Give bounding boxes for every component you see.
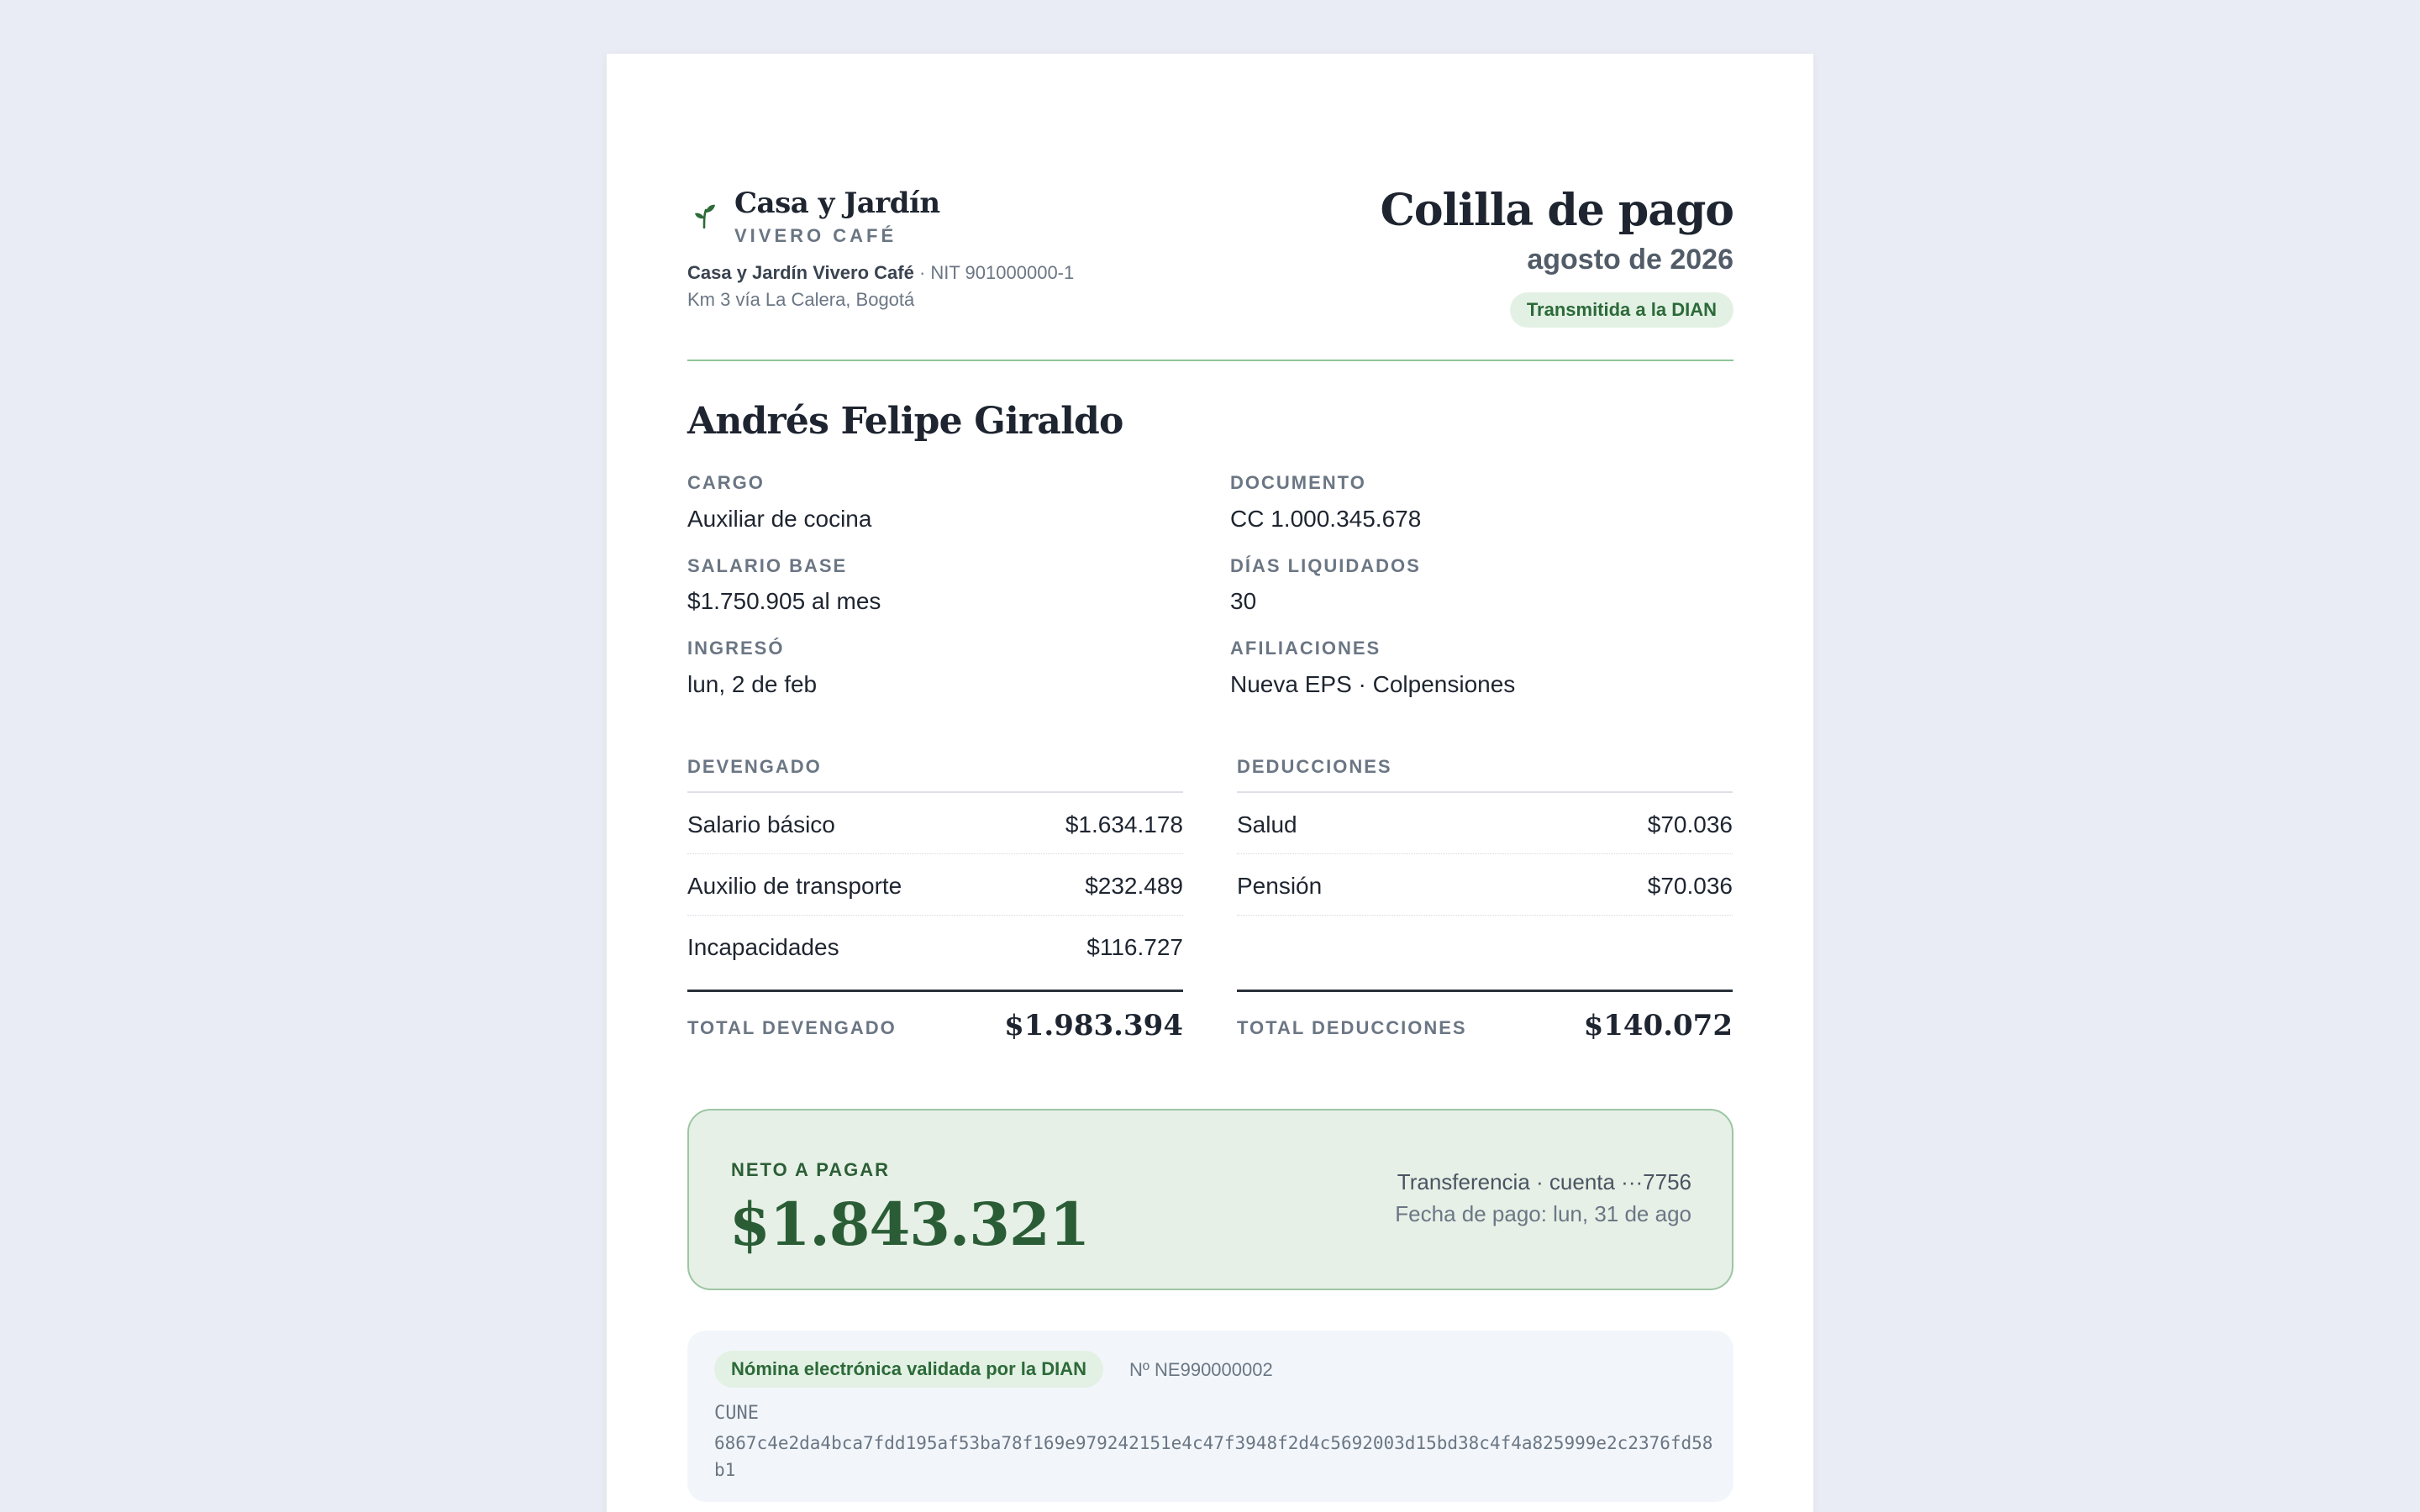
company-nit: NIT 901000000-1 [930, 262, 1075, 283]
deductions-row-label: Salud [1237, 811, 1297, 837]
deductions-row [1237, 793, 1733, 854]
dian-number: Nº NE990000002 [1129, 1359, 1273, 1380]
earnings-total-amount: $1.983.394 [1004, 1009, 1183, 1042]
field-label-ingreso: INGRESÓ [687, 638, 785, 659]
deductions-table [1237, 756, 1733, 916]
earnings-row [687, 916, 1183, 976]
field-value-cargo: Auxiliar de cocina [687, 506, 872, 532]
field-value-documento: CC 1.000.345.678 [1230, 506, 1422, 532]
earnings-total-label: TOTAL DEVENGADO [687, 1017, 897, 1038]
dian-badge: Nómina electrónica validada por la DIAN [714, 1351, 1103, 1388]
payslip-page [607, 54, 1813, 1512]
employee-name: Andrés Felipe Giraldo [687, 400, 1123, 443]
deductions-row-amount: $70.036 [1647, 873, 1733, 899]
cune-label: CUNE [714, 1403, 759, 1424]
earnings-table [687, 756, 1183, 976]
field-label-salario-base: SALARIO BASE [687, 555, 848, 576]
field-value-salario-base: $1.750.905 al mes [687, 588, 881, 614]
field-label-documento: DOCUMENTO [1230, 472, 1366, 493]
company-address: Km 3 vía La Calera, Bogotá [687, 289, 915, 310]
net-pay-label: NETO A PAGAR [731, 1159, 891, 1180]
status-badge: Transmitida a la DIAN [1510, 292, 1733, 328]
earnings-row [687, 854, 1183, 916]
sprout-icon [694, 203, 716, 228]
earnings-row-label: Incapacidades [687, 934, 839, 960]
document-title: Colilla de pago [1380, 185, 1733, 236]
earnings-row-label: Salario básico [687, 811, 835, 837]
dian-validation [687, 1331, 1733, 1502]
payslip-content [687, 54, 1733, 1512]
payment-date: Fecha de pago: lun, 31 de ago [1395, 1201, 1691, 1226]
deductions-total [1237, 990, 1733, 1051]
deductions-row-amount: $70.036 [1647, 811, 1733, 837]
earnings-row-amount: $116.727 [1086, 934, 1183, 960]
earnings-heading: DEVENGADO [687, 756, 1183, 793]
earnings-total [687, 990, 1183, 1051]
field-value-ingreso: lun, 2 de feb [687, 671, 818, 697]
field-label-dias-liquidados: DÍAS LIQUIDADOS [1230, 555, 1421, 576]
brand-subtitle: VIVERO CAFÉ [734, 225, 897, 246]
cune-value: 6867c4e2da4bca7fdd195af53ba78f169e979242151e4c47f3948f2d4c5692003d15bd38c4f4a825999e2c2376fd58b1 [714, 1433, 1713, 1480]
field-value-dias-liquidados: 30 [1230, 588, 1257, 614]
field-label-afiliaciones: AFILIACIONES [1230, 638, 1381, 659]
deductions-row [1237, 854, 1733, 916]
earnings-row-label: Auxilio de transporte [687, 873, 902, 899]
deductions-total-label: TOTAL DEDUCCIONES [1237, 1017, 1467, 1038]
net-pay-amount: $1.843.321 [729, 1189, 1090, 1259]
earnings-row [687, 793, 1183, 854]
company-line: Casa y Jardín Vivero Café · NIT 901000000-1 [687, 262, 1075, 283]
payslip-header [687, 131, 1733, 361]
deductions-row-label: Pensión [1237, 873, 1323, 899]
company-legal-name: Casa y Jardín Vivero Café [687, 262, 914, 283]
earnings-row-amount: $232.489 [1085, 873, 1183, 899]
deductions-total-amount: $140.072 [1583, 1009, 1733, 1042]
brand-name: Casa y Jardín [734, 186, 940, 220]
earnings-row-amount: $1.634.178 [1065, 811, 1183, 837]
document-period: agosto de 2026 [1527, 244, 1733, 276]
field-label-cargo: CARGO [687, 472, 765, 493]
payment-method: Transferencia · cuenta ···7756 [1397, 1169, 1691, 1194]
field-value-afiliaciones: Nueva EPS · Colpensiones [1230, 671, 1516, 697]
deductions-heading: DEDUCCIONES [1237, 756, 1733, 793]
net-pay-box [687, 1109, 1733, 1290]
